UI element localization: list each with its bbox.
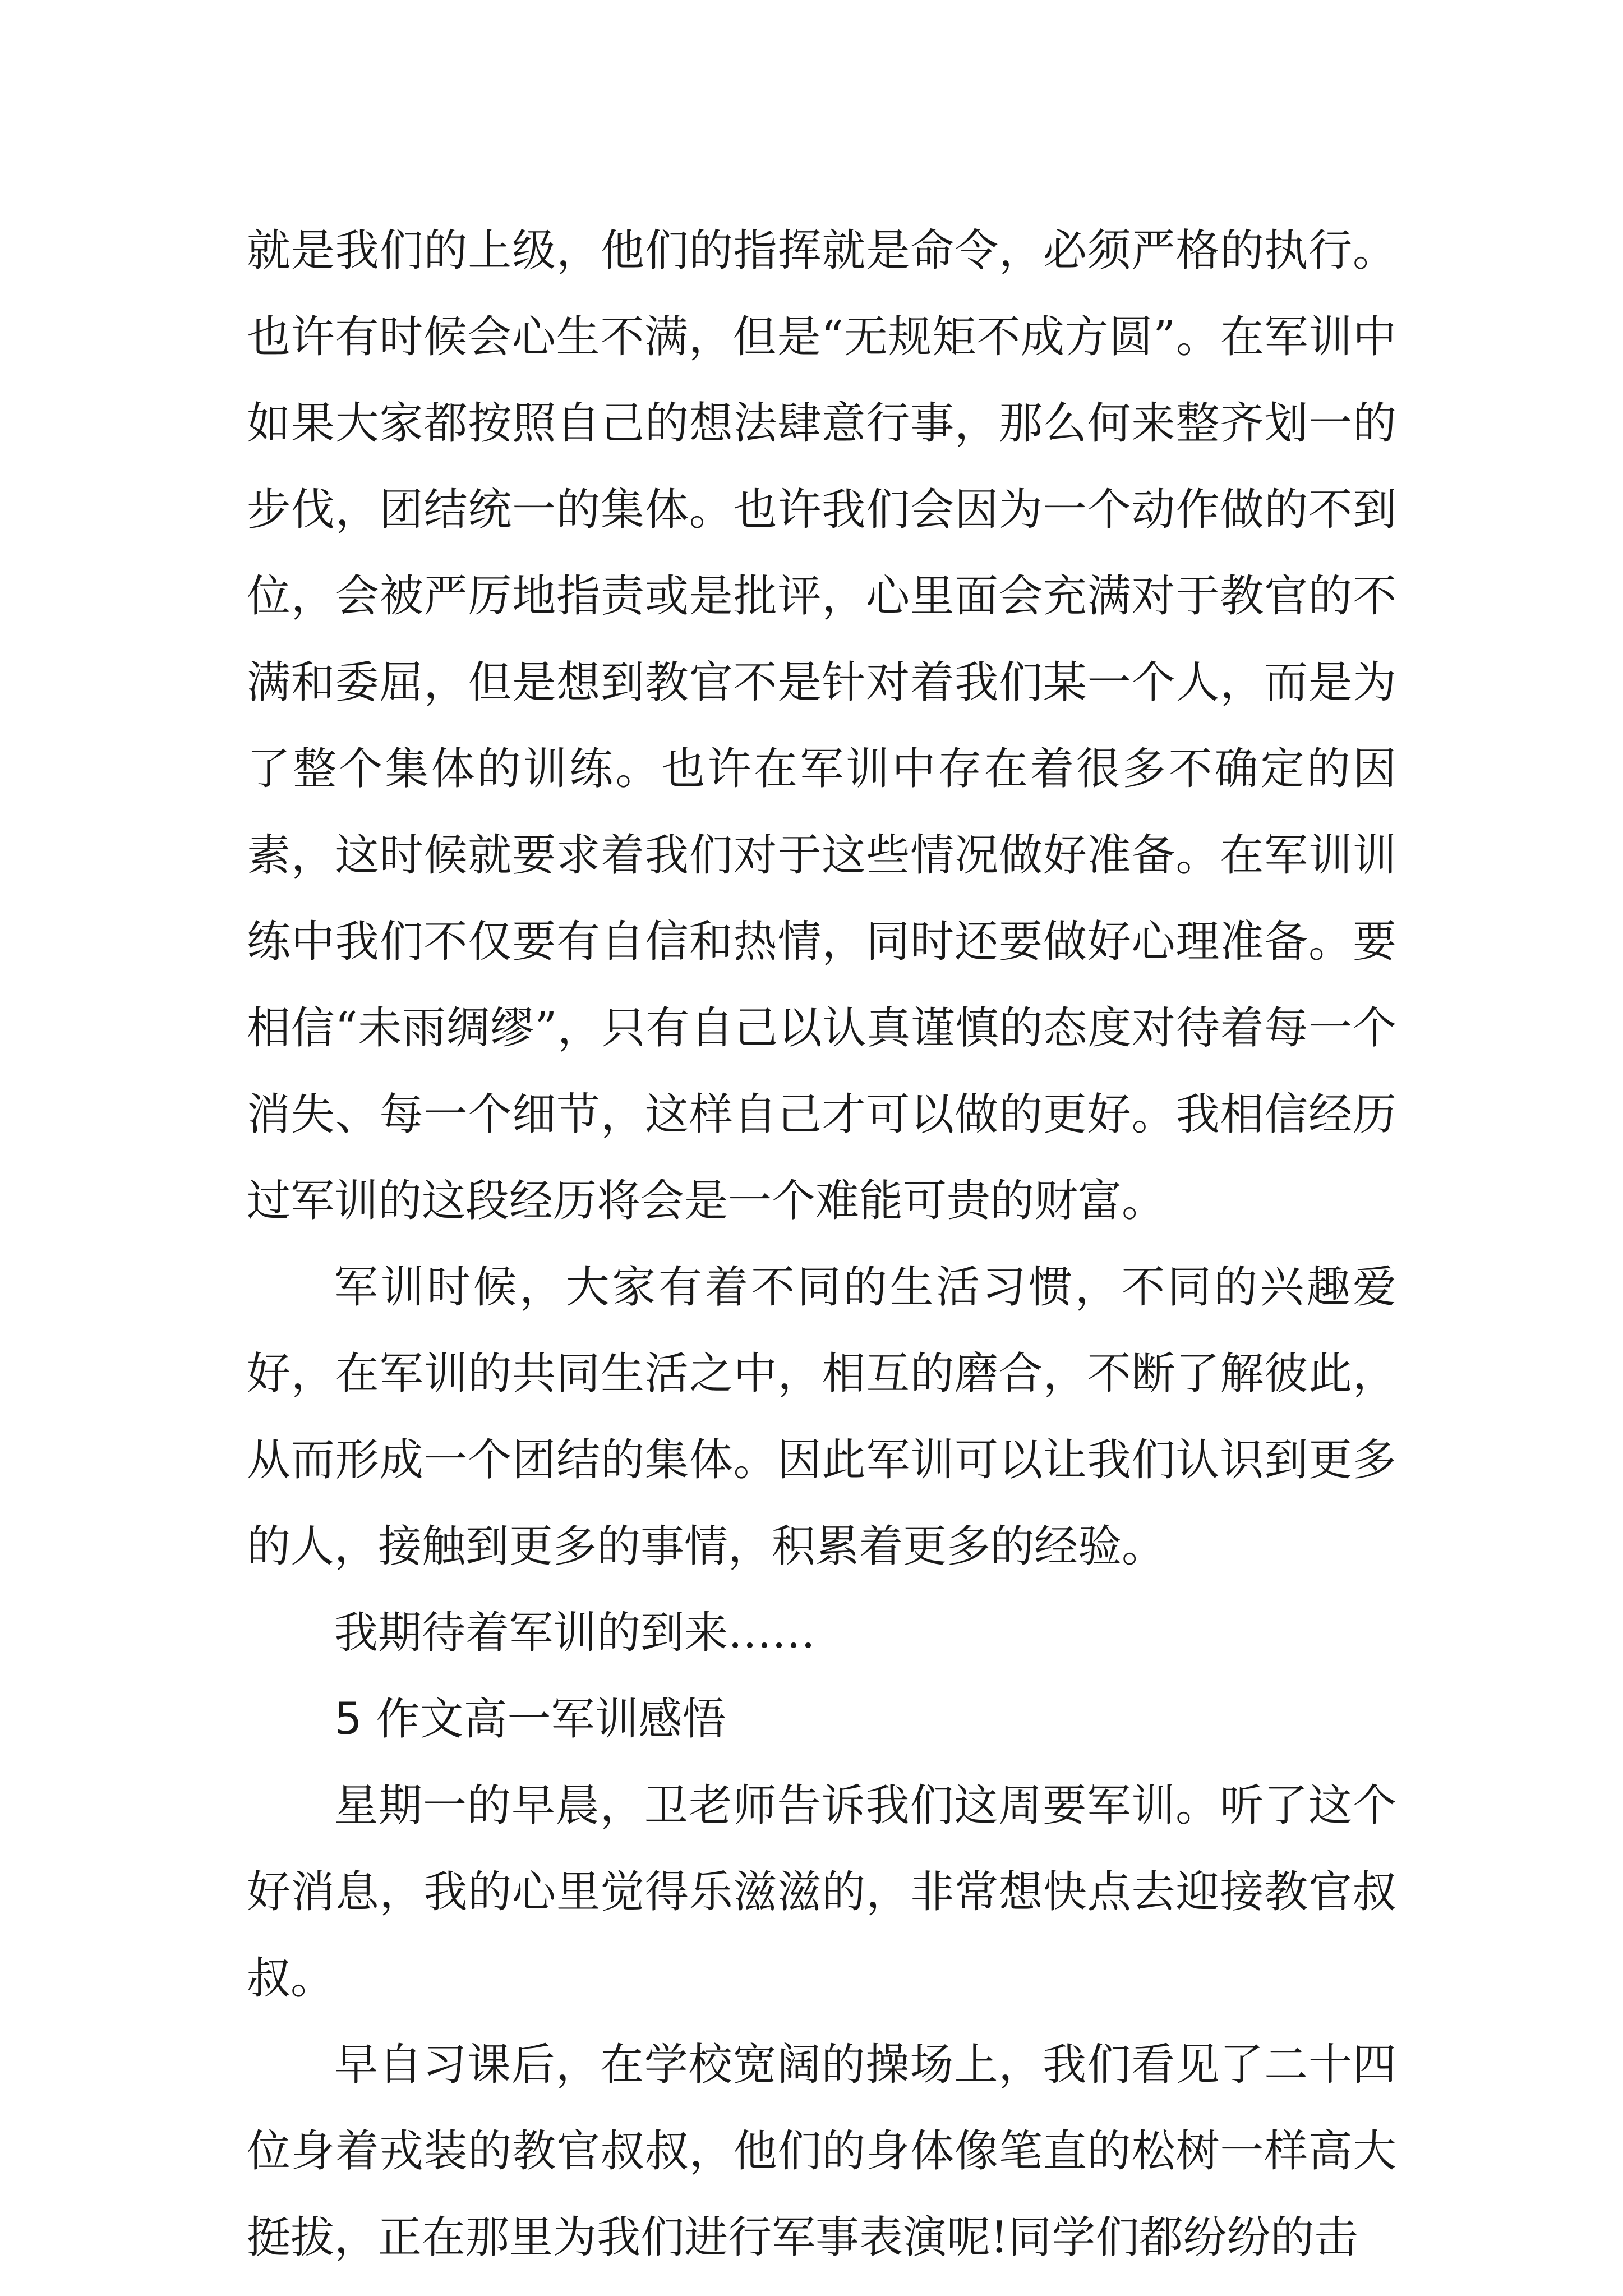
paragraph-looking-forward: 我期待着军训的到来…… bbox=[334, 1608, 816, 1658]
document-body bbox=[247, 208, 1396, 2281]
paragraph-monday-morning: 星期一的早晨，卫老师告诉我们这周要军训。听了这个好消息，我的心里觉得乐滋滋的，非常想快点去迎接教官叔叔。 bbox=[247, 1780, 1396, 2004]
paragraph-living-together: 军训时候，大家有着不同的生活习惯，不同的兴趣爱好，在军训的共同生活之中，相互的磨合，不断了解彼此，从而形成一个团结的集体。因此军训可以让我们认识到更多的人，接触到更多的事情，积累着更多的经验。 bbox=[247, 1262, 1396, 1572]
paragraph-playground: 早自习课后，在学校宽阔的操场上，我们看见了二十四位身着戎装的教官叔叔，他们的身体像笔直的松树一样高大挺拔，正在那里为我们进行军事表演呢!同学们都纷纷的击 bbox=[247, 2040, 1396, 2263]
paragraph-continued: 就是我们的上级，他们的指挥就是命令，必须严格的执行。也许有时候会心生不满，但是“无规矩不成方圆”。在军训中如果大家都按照自己的想法肆意行事，那么何来整齐划一的步伐，团结统一的集体。也许我们会因为一个动作做的不到位，会被严厉地指责或是批评，心里面会充满对于教官的不满和委屈，但是想到教官不是针对着我们某一个人，而是为了整个集体的训练。也许在军训中存在着很多不确定的因素，这时候就要求着我们对于这些情况做好准备。在军训训练中我们不仅要有自信和热情，同时还要做好心理准备。要相信“未雨绸缪”，只有自己以认真谨慎的态度对待着每一个消失、每一个细节，这样自己才可以做的更好。我相信经历过军训的这段经历将会是一个难能可贵的财富。 bbox=[247, 226, 1396, 1226]
section-heading: 5 作文高一军训感悟 bbox=[334, 1694, 726, 1745]
